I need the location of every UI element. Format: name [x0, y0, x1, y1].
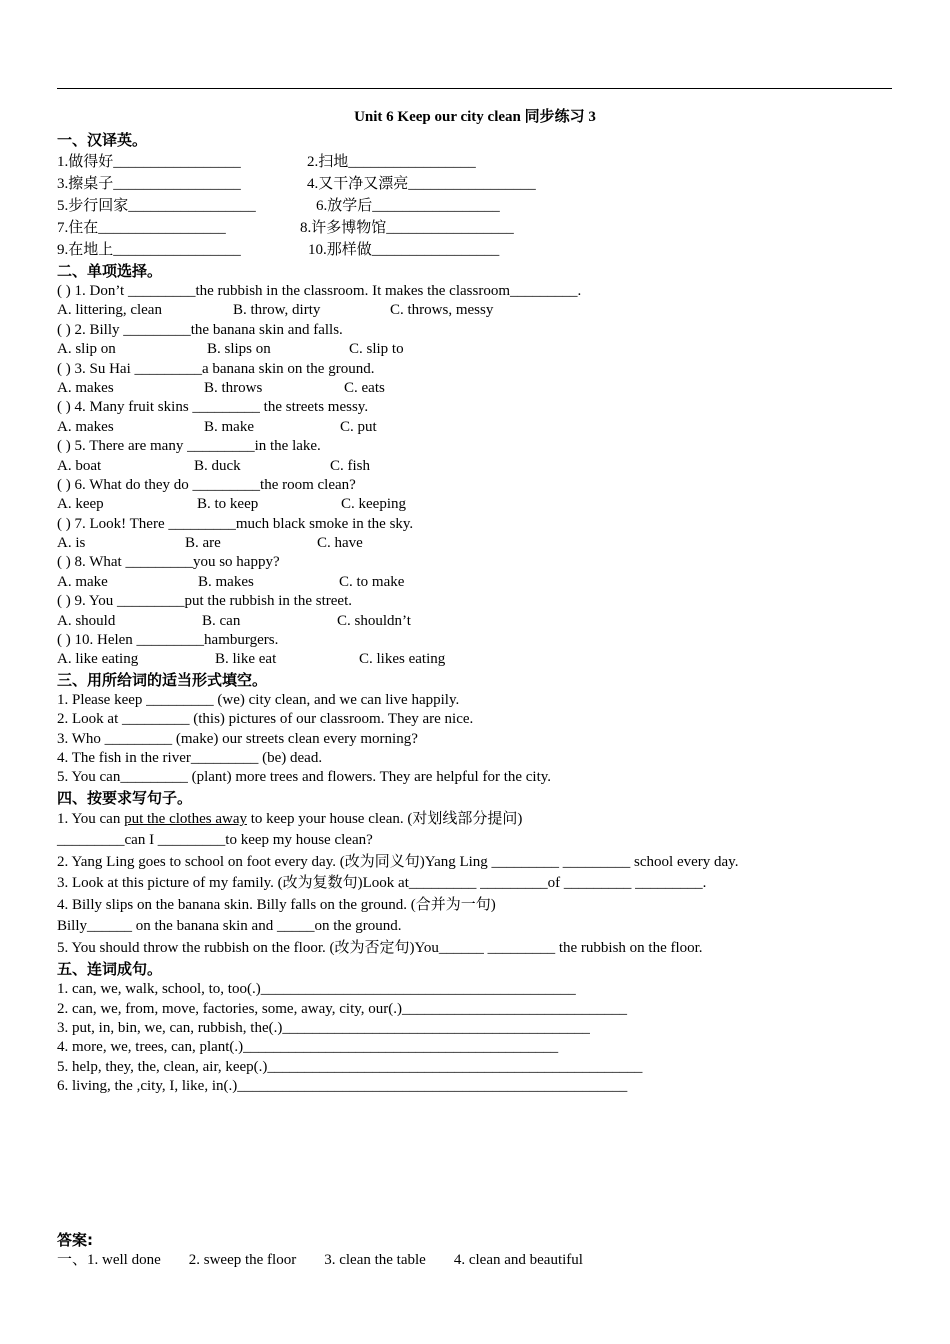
mc-option: A. keep: [57, 496, 104, 513]
rewrite-item: _________can I _________to keep my house clean?: [57, 832, 373, 849]
mc-option: C. slip to: [349, 341, 404, 358]
mc-question: ( ) 5. There are many _________in the lake.: [57, 438, 321, 455]
s1-item: 10.那样做_________________: [308, 242, 500, 258]
rewrite-item: 4. Billy slips on the banana skin. Billy falls on the ground. (合并为一句): [57, 896, 496, 913]
rewrite-item: 3. Look at this picture of my family. (改为复数句)Look at_________ _________of _________ _________.: [57, 875, 707, 892]
s1-item: 1.做得好_________________: [57, 154, 241, 170]
mc-option: B. make: [204, 418, 254, 435]
s1-item: 8.许多博物馆_________________: [300, 220, 514, 236]
mc-option: B. to keep: [197, 496, 259, 513]
section3-heading: 三、用所给词的适当形式填空。: [57, 670, 268, 689]
s1-row: [57, 151, 917, 173]
s1-row: [57, 217, 917, 239]
fill-item: 5. You can_________ (plant) more trees and flowers. They are helpful for the city.: [57, 769, 552, 786]
mc-question: ( ) 10. Helen _________hamburgers.: [57, 632, 279, 649]
mc-option: C. shouldn’t: [337, 612, 411, 629]
mc-options: [57, 534, 917, 553]
mc-options: [57, 379, 917, 398]
s1-row: [57, 195, 917, 217]
mc-options: [57, 340, 917, 359]
mc-option: B. can: [202, 612, 241, 629]
answers-heading: 答案:: [57, 1231, 93, 1249]
s1-item: 3.擦桌子_________________: [57, 176, 241, 192]
answer-item: 2. sweep the floor: [188, 1252, 297, 1268]
mc-option: C. likes eating: [359, 651, 446, 668]
page-title: Unit 6 Keep our city clean 同步练习 3: [354, 109, 596, 125]
section1-list: [57, 151, 917, 261]
s1-item: 5.步行回家_________________: [57, 198, 256, 214]
order-item: 1. can, we, walk, school, to, too(.)__________________________________________: [57, 981, 576, 998]
s1-item: 2.扫地_________________: [307, 154, 476, 170]
answers-section: [57, 1230, 917, 1270]
s1-item: 6.放学后_________________: [316, 198, 500, 214]
mc-question: ( ) 1. Don’t _________the rubbish in the classroom. It makes the classroom_________.: [57, 283, 582, 299]
answer-item: 1. well done: [87, 1252, 161, 1268]
mc-options: [57, 418, 917, 437]
mc-option: A. slip on: [57, 341, 116, 358]
mc-option: C. eats: [344, 379, 385, 396]
section4-heading: 四、按要求写句子。: [57, 788, 193, 807]
rewrite-item: [57, 809, 917, 831]
mc-options: [57, 650, 917, 669]
mc-options: [57, 495, 917, 514]
underlined-phrase: put the clothes away: [124, 810, 247, 827]
rewrite-item: 2. Yang Ling goes to school on foot every day. (改为同义句)Yang Ling _________ _________ school every day.: [57, 853, 739, 870]
order-item: 4. more, we, trees, can, plant(.)__________________________________________: [57, 1039, 559, 1056]
mc-option: A. should: [57, 612, 116, 629]
mc-option: A. littering, clean: [57, 302, 162, 319]
answers-line: [57, 1251, 917, 1270]
mc-option: A. is: [57, 535, 86, 552]
answer-item: 3. clean the table: [324, 1252, 426, 1268]
s1-row: [57, 239, 917, 261]
order-item: 5. help, they, the, clean, air, keep(.)__________________________________________________: [57, 1058, 643, 1075]
mc-options: [57, 612, 917, 631]
mc-question: ( ) 7. Look! There _________much black smoke in the sky.: [57, 515, 414, 532]
fill-item: 2. Look at _________ (this) pictures of our classroom. They are nice.: [57, 711, 474, 728]
s1-row: [57, 173, 917, 195]
fill-item: 1. Please keep _________ (we) city clean, and we can live happily.: [57, 691, 460, 708]
mc-question: ( ) 4. Many fruit skins _________ the streets messy.: [57, 399, 369, 416]
mc-question: ( ) 6. What do they do _________the room clean?: [57, 476, 356, 493]
mc-question: ( ) 3. Su Hai _________a banana skin on the ground.: [57, 360, 375, 377]
mc-option: B. duck: [194, 457, 241, 474]
s1-item: 4.又干净又漂亮_________________: [307, 176, 536, 192]
answers-prefix: 一、: [57, 1252, 88, 1268]
mc-option: B. throw, dirty: [233, 302, 321, 319]
section3-list: [57, 691, 917, 788]
worksheet-body: [57, 130, 917, 1097]
answer-item: 4. clean and beautiful: [453, 1252, 583, 1268]
mc-option: A. makes: [57, 379, 114, 396]
mc-options: [57, 573, 917, 592]
rewrite-text: 1. You can: [57, 810, 125, 827]
mc-option: A. make: [57, 573, 108, 590]
mc-option: B. slips on: [207, 341, 271, 358]
fill-item: 3. Who _________ (make) our streets clean every morning?: [57, 730, 418, 747]
mc-option: A. makes: [57, 418, 114, 435]
mc-option: B. makes: [198, 573, 254, 590]
mc-option: C. keeping: [341, 496, 406, 513]
mc-question: ( ) 9. You _________put the rubbish in the street.: [57, 593, 352, 610]
mc-question: ( ) 8. What _________you so happy?: [57, 554, 280, 571]
s1-item: 9.在地上_________________: [57, 242, 241, 258]
mc-option: C. fish: [330, 457, 371, 474]
rewrite-item: Billy______ on the banana skin and _____on the ground.: [57, 918, 402, 935]
order-item: 3. put, in, bin, we, can, rubbish, the(.)_________________________________________: [57, 1020, 590, 1037]
section2-list: [57, 282, 917, 670]
mc-options: [57, 301, 917, 320]
section5-heading: 五、连词成句。: [57, 960, 163, 979]
rewrite-text: to keep your house clean. (对划线部分提问): [246, 810, 523, 827]
mc-option: C. put: [340, 418, 377, 435]
mc-option: C. to make: [339, 573, 405, 590]
fill-item: 4. The fish in the river_________ (be) dead.: [57, 749, 323, 766]
section2-heading: 二、单项选择。: [57, 262, 163, 280]
order-item: 6. living, the ,city, I, like, in(.)____________________________________________________: [57, 1078, 628, 1095]
mc-question: ( ) 2. Billy _________the banana skin and falls.: [57, 321, 343, 338]
order-item: 2. can, we, from, move, factories, some, away, city, our(.)______________________________: [57, 1000, 628, 1017]
mc-option: B. throws: [204, 379, 263, 396]
mc-option: B. are: [185, 535, 221, 552]
section1-heading: 一、汉译英。: [57, 131, 148, 149]
mc-option: C. have: [317, 535, 363, 552]
mc-option: A. like eating: [57, 651, 139, 668]
section4-list: [57, 809, 917, 960]
section5-list: [57, 980, 917, 1096]
mc-option: B. like eat: [215, 651, 277, 668]
s1-item: 7.住在_________________: [57, 220, 226, 236]
rewrite-item: 5. You should throw the rubbish on the floor. (改为否定句)You______ _________ the rubbish on the floor.: [57, 939, 703, 956]
mc-option: C. throws, messy: [390, 302, 494, 319]
mc-option: A. boat: [57, 457, 102, 474]
mc-options: [57, 457, 917, 476]
header-rule: [57, 88, 892, 89]
